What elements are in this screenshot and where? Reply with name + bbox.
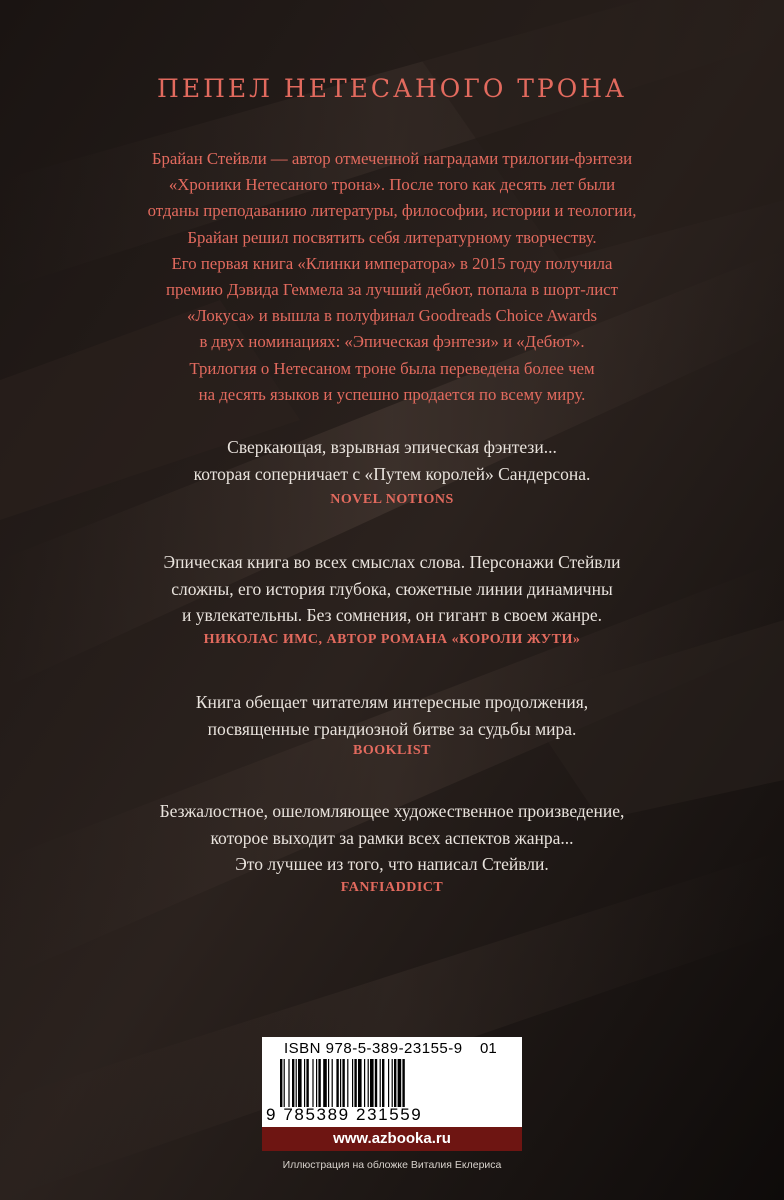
isbn-addon: 01 (480, 1040, 497, 1057)
barcode-bars (278, 1059, 514, 1109)
barcode-bar (352, 1059, 353, 1107)
quote-line: которая соперничает с «Путем королей» Сандерсона. (193, 463, 591, 484)
bio-line: Его первая книга «Клинки императора» в 2015 году получила (171, 253, 613, 273)
barcode-bar (392, 1059, 393, 1107)
review-quote-1 (60, 434, 724, 487)
barcode-bar (328, 1059, 329, 1107)
quote-line: сложны, его история глубока, сюжетные линии динамичны (171, 578, 613, 599)
barcode-bar (382, 1059, 384, 1107)
barcode-bar (342, 1059, 344, 1107)
barcode-bar (304, 1059, 305, 1107)
barcode-digits: 9 785389 231559 (266, 1105, 423, 1124)
bio-line: «Локуса» и вышла в полуфинал Goodreads Choice Awards (186, 306, 598, 326)
barcode-bar (296, 1059, 297, 1107)
barcode-bar (316, 1059, 317, 1107)
quote-line: Сверкающая, взрывная эпическая фэнтези... (227, 437, 557, 457)
review-source-1: NOVEL NOTIONS (330, 492, 454, 507)
barcode-bar (347, 1059, 348, 1107)
review-source-4: FANFIADDICT (340, 880, 444, 895)
barcode-bar (358, 1059, 362, 1107)
barcode-bar (364, 1059, 365, 1107)
quote-line: посвященные грандиозной битве за судьбы мира. (207, 718, 577, 739)
barcode-bar (380, 1059, 381, 1107)
barcode-bar (375, 1059, 377, 1107)
barcode-bar (354, 1059, 356, 1107)
barcode-bar (332, 1059, 333, 1107)
barcode-bar (292, 1059, 294, 1107)
illustration-credit: Иллюстрация на обложке Виталия Еклериса (282, 1159, 502, 1171)
review-quote-2 (60, 549, 724, 629)
bio-line: в двух номинациях: «Эпическая фэнтези» и «Дебют». (199, 332, 585, 352)
barcode-bar (280, 1059, 282, 1107)
barcode-bar (323, 1059, 327, 1107)
review-source-3: BOOKLIST (353, 743, 431, 758)
isbn-label: ISBN 978-5-389-23155-9 (284, 1040, 463, 1057)
bio-line: «Хроники Нетесаного трона». После того как десять лет были (168, 175, 616, 195)
author-bio (100, 146, 684, 408)
quote-line: Книга обещает читателям интересные продолжения, (195, 692, 589, 712)
barcode-bar (394, 1059, 396, 1107)
bio-line: Трилогия о Нетесаном троне была переведена более чем (189, 358, 595, 378)
review-source-2: НИКОЛАС ИМС, АВТОР РОМАНА «КОРОЛИ ЖУТИ» (203, 632, 581, 647)
barcode-bar (318, 1059, 320, 1107)
barcode-bar (370, 1059, 374, 1107)
barcode-bar (388, 1059, 389, 1107)
barcode-bar (298, 1059, 302, 1107)
bio-line: Брайан Стейвли — автор отмеченной наградами трилогии-фэнтези (151, 149, 633, 168)
barcode-bar (402, 1059, 404, 1107)
publisher-website: www.azbooka.ru (262, 1127, 522, 1151)
review-quote-3 (60, 689, 724, 742)
quote-line: Это лучшее из того, что написал Стейвли. (235, 854, 549, 875)
quote-line: Эпическая книга во всех смыслах слова. Персонажи Стейвли (163, 552, 621, 572)
barcode-bar (306, 1059, 308, 1107)
barcode-bar (288, 1059, 289, 1107)
barcode-bar (336, 1059, 338, 1107)
bio-line: премию Дэвида Геммела за лучший дебют, попала в шорт-лист (166, 280, 618, 300)
barcode-bar (368, 1059, 369, 1107)
isbn-barcode (262, 1037, 522, 1127)
book-title: ПЕПЕЛ НЕТЕСАНОГО ТРОНА (157, 74, 627, 103)
quote-line: которое выходит за рамки всех аспектов жанра... (210, 827, 574, 848)
quote-line: и увлекательны. Без сомнения, он гигант в своем жанре. (181, 605, 603, 626)
quote-line: Безжалостное, ошеломляющее художественное произведение, (159, 801, 625, 821)
barcode-bar (284, 1059, 285, 1107)
review-quote-4 (60, 798, 724, 878)
bio-line: на десять языков и успешно продается по всему миру. (198, 384, 586, 404)
barcode-bar (340, 1059, 341, 1107)
barcode-bar (312, 1059, 313, 1107)
bio-line: отданы преподаванию литературы, философии, истории и теологии, (147, 201, 637, 221)
barcode-bar (398, 1059, 402, 1107)
bio-line: Брайан решил посвятить себя литературному творчеству. (187, 227, 597, 247)
